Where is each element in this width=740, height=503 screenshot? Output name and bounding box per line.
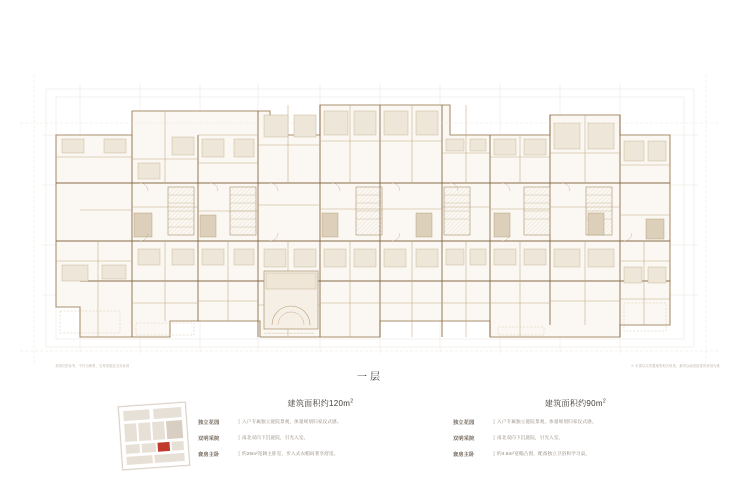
spec-value: 入户专属独立庭院景观，体量规划归家仪式感。 [242, 419, 342, 424]
spec-row [198, 435, 443, 442]
spec-separator: | [493, 435, 495, 441]
spec-value: 南北双向下沉庭院，引光入室。 [497, 435, 564, 440]
spec-value: 约25m²宽阔主卧室，步入式衣帽间著享舒适。 [242, 451, 339, 456]
spec-row [453, 419, 698, 426]
spec-key: 双明采院 [198, 436, 220, 442]
spec-row [453, 451, 698, 458]
drawing-note-left: 本图仅供参考，不作为销售、交易依据及交付标准 [55, 364, 130, 368]
spec-key: 套房主卧 [453, 452, 475, 458]
spec-value: 南北双向下沉庭院，引光入室。 [242, 435, 309, 440]
floor-label: 一层 [357, 372, 383, 383]
spec-key: 双明采院 [453, 436, 475, 442]
spec-separator: | [493, 451, 495, 457]
spec-separator: | [238, 435, 240, 441]
spec-value: 约4.8m²宽幅凸窗，配备独立卫浴和学习桌。 [497, 451, 591, 456]
spec-separator: | [493, 419, 495, 425]
unit-column-90 [453, 398, 698, 488]
unit-info-block [120, 398, 720, 488]
area-title-90: 建筑面积约$90m^2$ [544, 398, 607, 408]
unit-column-120 [198, 398, 443, 488]
spec-separator: | [238, 419, 240, 425]
mini-floor-plan-thumbnail [118, 402, 190, 471]
central-courtyard [264, 271, 318, 329]
spec-key: 独立花园 [453, 420, 475, 426]
plan-drawing-area [20, 75, 720, 365]
area-title-120: 建筑面积约$120m^2$ [287, 398, 354, 408]
spec-row [198, 451, 443, 458]
spec-key: 套房主卧 [198, 452, 220, 458]
spec-key: 独立花园 [198, 420, 220, 426]
thumbnail-column [120, 398, 198, 488]
spec-separator: | [238, 451, 240, 457]
spec-row [198, 419, 443, 426]
spec-row [453, 435, 698, 442]
floor-plan-svg [20, 75, 720, 365]
spec-value: 入户专属独立庭院景观，体量规划归家仪式感。 [497, 419, 597, 424]
drawing-note-right: ※ 本图以实景置地等相关规划，最终以政府批准的规划为准 [630, 364, 720, 368]
